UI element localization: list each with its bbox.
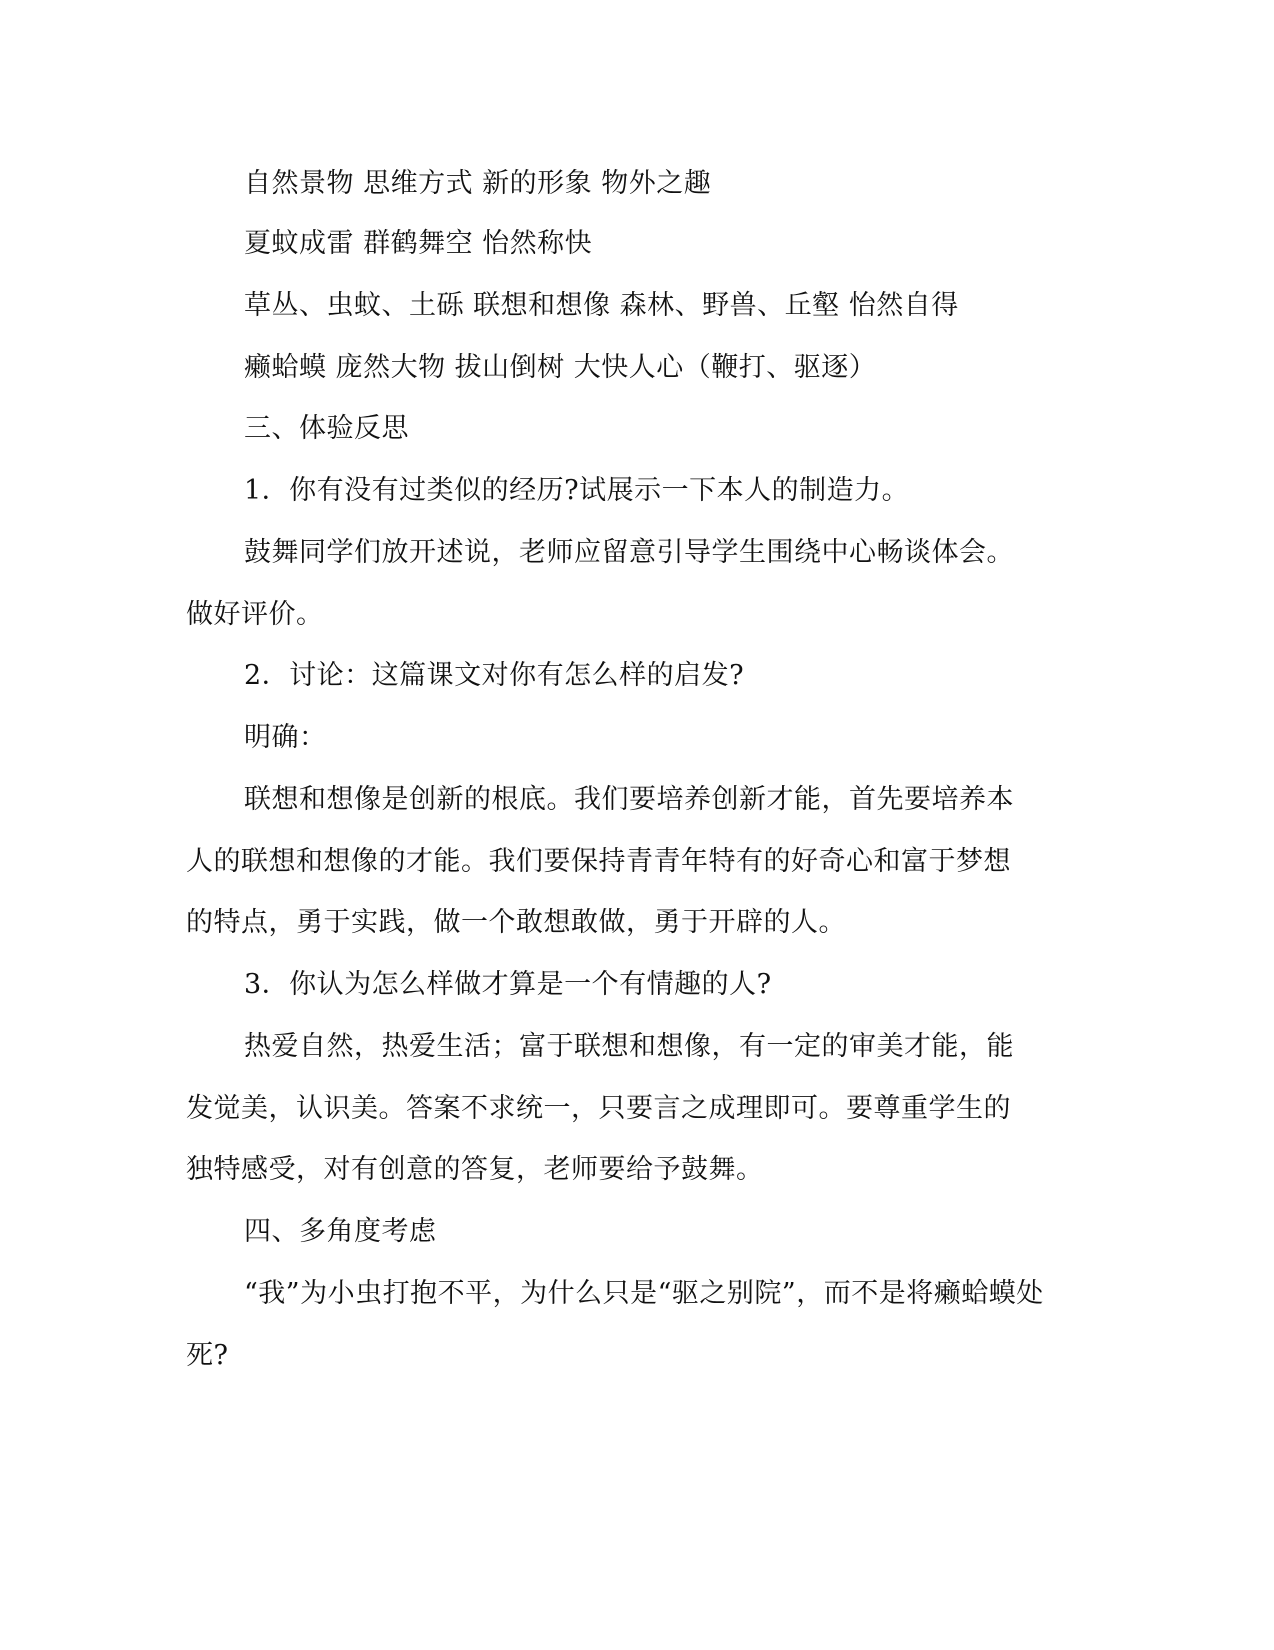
vocab-line-2: 夏蚊成雷 群鹤舞空 怡然称快: [244, 228, 593, 259]
paragraph-line: 做好评价。: [186, 599, 324, 630]
paragraph-line: 发觉美，认识美。答案不求统一，只要言之成理即可。要尊重学生的: [186, 1093, 1011, 1124]
paragraph-line: “我”为小虫打抱不平，为什么只是“驱之别院”，而不是将癞蛤蟆处: [244, 1278, 1044, 1309]
vocab-line-4: 癞蛤蟆 庞然大物 拔山倒树 大快人心（鞭打、驱逐）: [244, 352, 877, 383]
paragraph-line: 鼓舞同学们放开述说，老师应留意引导学生围绕中心畅谈体会。: [244, 537, 1014, 568]
paragraph-line: 独特感受，对有创意的答复，老师要给予鼓舞。: [186, 1154, 764, 1185]
question-1: 1．你有没有过类似的经历?试展示一下本人的制造力。: [244, 475, 910, 506]
section-heading-4: 四、多角度考虑: [244, 1216, 437, 1247]
answer-label: 明确：: [244, 722, 327, 753]
paragraph-line: 热爱自然，热爱生活；富于联想和想像，有一定的审美才能，能: [244, 1031, 1014, 1062]
vocab-line-1: 自然景物 思维方式 新的形象 物外之趣: [244, 168, 712, 199]
section-heading-3: 三、体验反思: [244, 413, 409, 444]
question-3: 3．你认为怎么样做才算是一个有情趣的人?: [244, 969, 772, 1000]
paragraph-line: 的特点，勇于实践，做一个敢想敢做，勇于开辟的人。: [186, 907, 846, 938]
question-2: 2．讨论：这篇课文对你有怎么样的启发?: [244, 660, 745, 691]
paragraph-line: 人的联想和想像的才能。我们要保持青青年特有的好奇心和富于梦想: [186, 846, 1011, 877]
paragraph-line: 联想和想像是创新的根底。我们要培养创新才能，首先要培养本: [244, 784, 1014, 815]
paragraph-line: 死?: [186, 1340, 229, 1371]
vocab-line-3: 草丛、虫蚊、土砾 联想和想像 森林、野兽、丘壑 怡然自得: [244, 290, 959, 321]
